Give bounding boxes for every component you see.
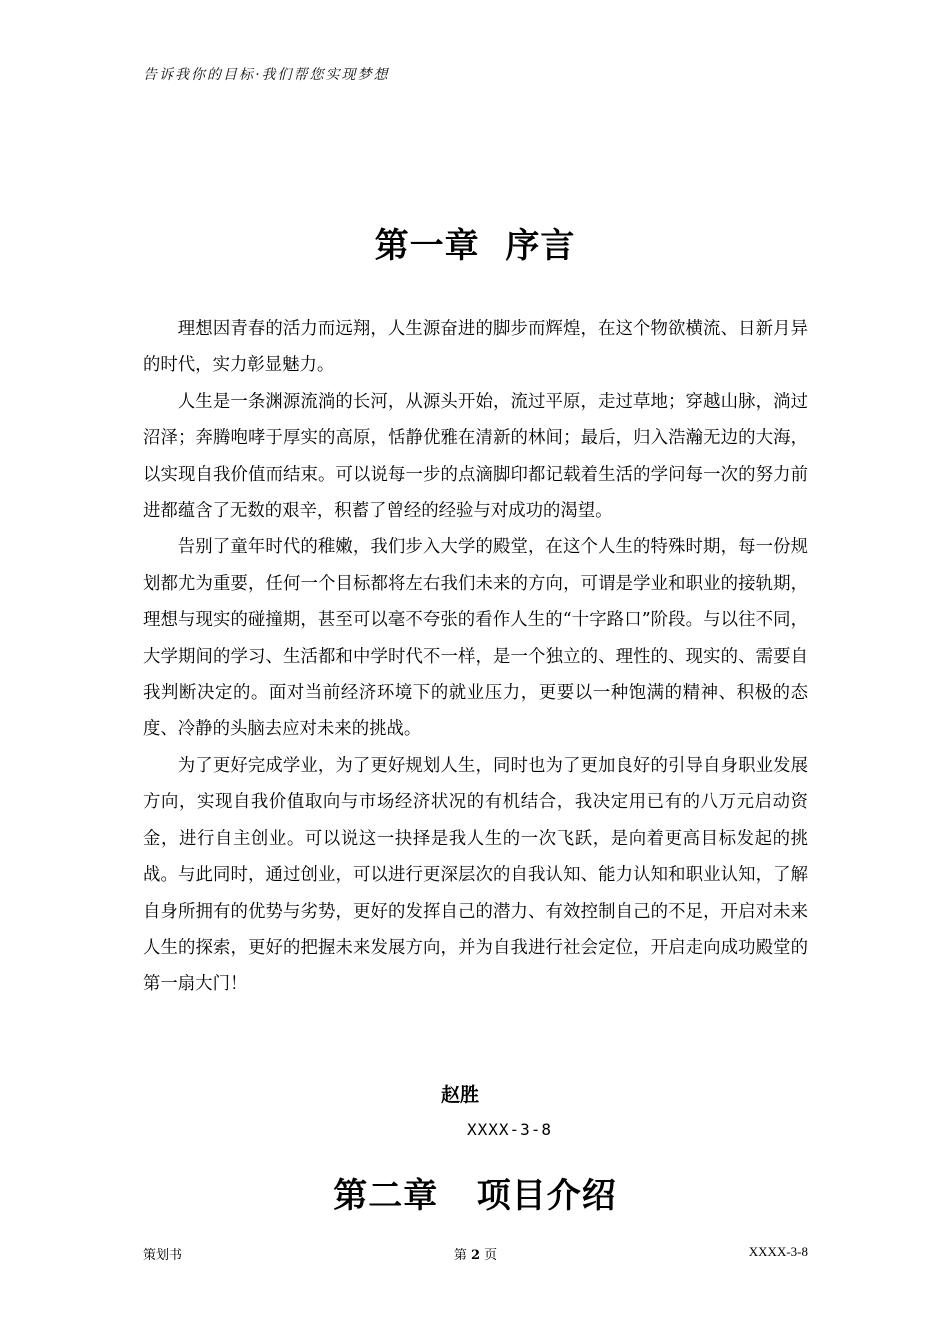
page-footer bbox=[143, 1244, 808, 1268]
footer-date: XXXX-3-8 bbox=[748, 1244, 808, 1259]
footer-page-prefix: 第 bbox=[453, 1248, 467, 1263]
footer-page-suffix: 页 bbox=[484, 1248, 498, 1263]
chapter-1-title: 第一章 序言 bbox=[374, 226, 576, 266]
preface-paragraph-2: 人生是一条渊源流淌的长河，从源头开始，流过平原，走过草地；穿越山脉，淌过沼泽；奔腾咆哮于厚实的高原，恬静优雅在清新的林间；最后，归入浩瀚无边的大海，以实现自我价值而结束。可以说每一步的点滴脚印都记载着生活的学问每一次的努力前进都蕴含了无数的艰辛，积蓄了曾经的经验与对成功的渴望。 bbox=[143, 391, 808, 522]
header-slogan: 告诉我你的目标·我们帮您实现梦想 bbox=[143, 67, 390, 83]
author-name: 赵胜 bbox=[440, 1084, 479, 1106]
preface-paragraph-3: 告别了童年时代的稚嫩，我们步入大学的殿堂，在这个人生的特殊时期，每一份规划都尤为重要，任何一个目标都将左右我们未来的方向，可谓是学业和职业的接轨期，理想与现实的碰撞期，甚至可以毫不夸张的看作人生的“十字路口”阶段。与以往不同，大学期间的学习、生活都和中学时代不一样，是一个独立的、理性的、现实的、需要自我判断决定的。面对当前经济环境下的就业压力，更要以一种饱满的精神、积极的态度、冷静的头脑去应对未来的挑战。 bbox=[143, 537, 808, 740]
preface-paragraph-4: 为了更好完成学业，为了更好规划人生，同时也为了更加良好的引导自身职业发展方向，实现自我价值取向与市场经济状况的有机结合，我决定用已有的八万元启动资金，进行自主创业。可以说这一抉择是我人生的一次飞跃，是向着更高目标发起的挑战。与此同时，通过创业，可以进行更深层次的自我认知、能力认知和职业认知，了解自身所拥有的优势与劣势，更好的发挥自己的潜力、有效控制自己的不足，开启对未来人生的探索，更好的把握未来发展方向，并为自我进行社会定位，开启走向成功殿堂的第一扇大门！ bbox=[143, 755, 808, 995]
footer-doc-type: 策划书 bbox=[143, 1248, 183, 1263]
preface-paragraph-1: 理想因青春的活力而远翔，人生源奋进的脚步而辉煌，在这个物欲横流、日新月异的时代，实力彰显魅力。 bbox=[143, 319, 808, 376]
chapter-2-title: 第二章 项目介绍 bbox=[333, 1176, 617, 1216]
footer-page-number bbox=[143, 1244, 808, 1263]
signature-date: XXXX-3-8 bbox=[467, 1120, 553, 1139]
footer-page-digit: 2 bbox=[470, 1248, 481, 1263]
preface-body bbox=[143, 311, 808, 1003]
